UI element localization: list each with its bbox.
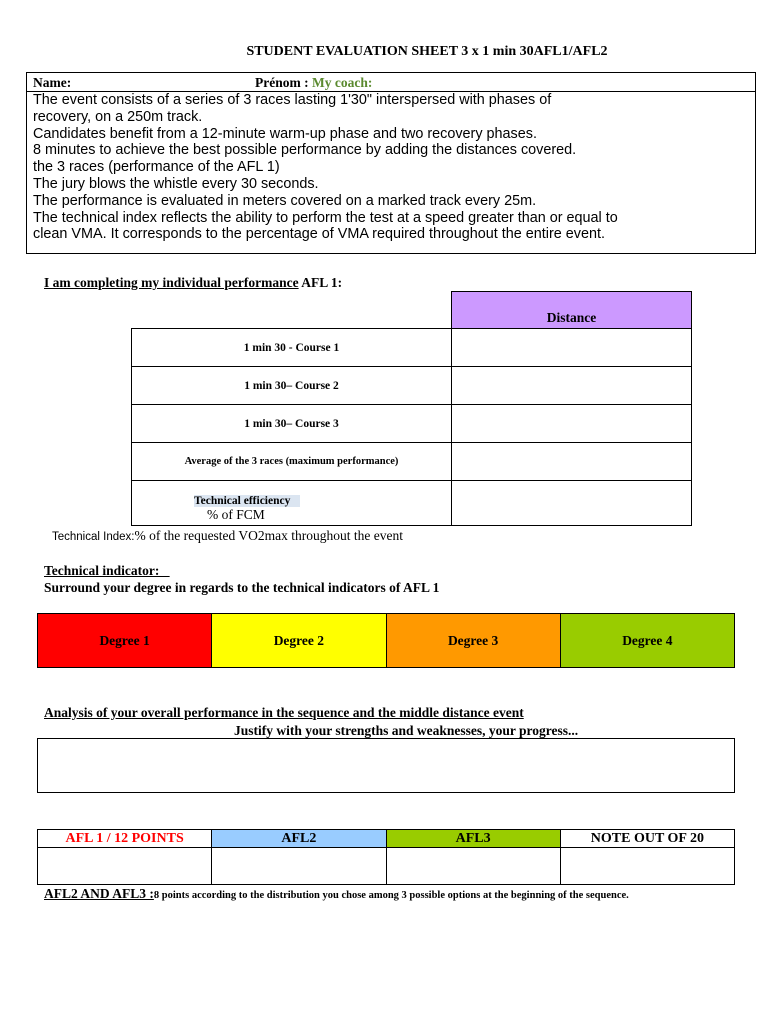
course-2-label: 1 min 30– Course 2 — [132, 367, 452, 405]
efficiency-cell — [132, 481, 452, 526]
description-line: The event consists of a series of 3 races lasting 1'30" interspersed with phases of — [33, 92, 552, 108]
description-line: The technical index reflects the ability to perform the test at a speed greater than or equal to — [33, 209, 618, 226]
average-distance-cell[interactable] — [452, 443, 692, 481]
afl2-header: AFL2 — [212, 830, 386, 848]
page-title: STUDENT EVALUATION SHEET 3 x 1 min 30AFL1/AFL2 — [246, 44, 608, 59]
description-line: 8 minutes to achieve the best possible performance by adding the distances covered. — [33, 142, 577, 159]
course-3-distance-cell[interactable] — [452, 405, 692, 443]
footer-label: AFL2 AND AFL3 : — [44, 886, 154, 901]
name-label: Name: — [33, 75, 72, 90]
analysis-subheading: Justify with your strengths and weaknesses, your progress... — [234, 723, 579, 738]
afl1-score-cell[interactable] — [38, 848, 212, 885]
table-corner — [132, 292, 452, 329]
technical-index-text: % of the requested VO2max throughout the event — [134, 528, 404, 543]
afl1-heading — [44, 275, 342, 291]
event-description — [33, 92, 749, 243]
afl2-score-cell[interactable] — [212, 848, 386, 885]
efficiency-label: Technical efficiency — [194, 495, 300, 507]
table-row — [132, 367, 692, 405]
prenom-label: Prénom : — [255, 75, 309, 90]
technical-index — [52, 528, 403, 544]
footer-text: 8 points according to the distribution you chose among 3 possible options at the beginning of the sequence. — [153, 890, 629, 901]
analysis-heading: Analysis of your overall performance in the sequence and the middle distance event — [44, 705, 524, 720]
final-note-cell[interactable] — [560, 848, 734, 885]
table-row — [132, 329, 692, 367]
distance-header: Distance — [452, 292, 692, 329]
afl1-heading-suffix: AFL 1: — [298, 275, 343, 290]
performance-table — [131, 291, 692, 526]
course-3-label: 1 min 30– Course 3 — [132, 405, 452, 443]
degree-scale — [37, 613, 735, 668]
table-row — [132, 481, 692, 526]
final-note-header: NOTE OUT OF 20 — [560, 830, 734, 848]
info-box — [26, 72, 756, 254]
description-line: The performance is evaluated in meters covered on a marked track every 25m. — [33, 192, 537, 209]
degree-1-option[interactable]: Degree 1 — [38, 614, 212, 667]
afl1-heading-text: I am completing my individual performance — [44, 275, 299, 290]
prenom-field — [255, 75, 372, 91]
name-row — [27, 73, 755, 92]
footer-note — [44, 885, 629, 903]
description-line: Candidates benefit from a 12-minute warm-up phase and two recovery phases. — [33, 125, 537, 142]
efficiency-value-cell[interactable] — [452, 481, 692, 526]
coach-label: My coach: — [311, 75, 373, 90]
degree-2-option[interactable]: Degree 2 — [212, 614, 386, 667]
analysis-input-box[interactable] — [37, 738, 735, 793]
description-line: clean VMA. It corresponds to the percentage of VMA required throughout the entire event. — [33, 226, 605, 243]
description-line: The jury blows the whistle every 30 seconds. — [33, 175, 319, 192]
afl-score-table — [37, 829, 735, 885]
afl1-points-header: AFL 1 / 12 POINTS — [38, 830, 212, 848]
course-1-label: 1 min 30 - Course 1 — [132, 329, 452, 367]
technical-index-label: Technical Index: — [52, 531, 135, 543]
afl3-header: AFL3 — [386, 830, 560, 848]
table-row — [132, 443, 692, 481]
description-line: recovery, on a 250m track. — [33, 108, 203, 125]
technical-indicator-heading: Technical indicator: _ — [44, 563, 170, 578]
course-1-distance-cell[interactable] — [452, 329, 692, 367]
degree-3-option[interactable]: Degree 3 — [387, 614, 561, 667]
degree-4-option[interactable]: Degree 4 — [561, 614, 734, 667]
table-row — [132, 405, 692, 443]
average-label: Average of the 3 races (maximum performance) — [132, 443, 452, 481]
course-2-distance-cell[interactable] — [452, 367, 692, 405]
description-line: the 3 races (performance of the AFL 1) — [33, 159, 280, 176]
efficiency-unit: % of FCM — [207, 507, 265, 522]
technical-indicator-instruction: Surround your degree in regards to the technical indicators of AFL 1 — [44, 580, 440, 595]
afl3-score-cell[interactable] — [386, 848, 560, 885]
